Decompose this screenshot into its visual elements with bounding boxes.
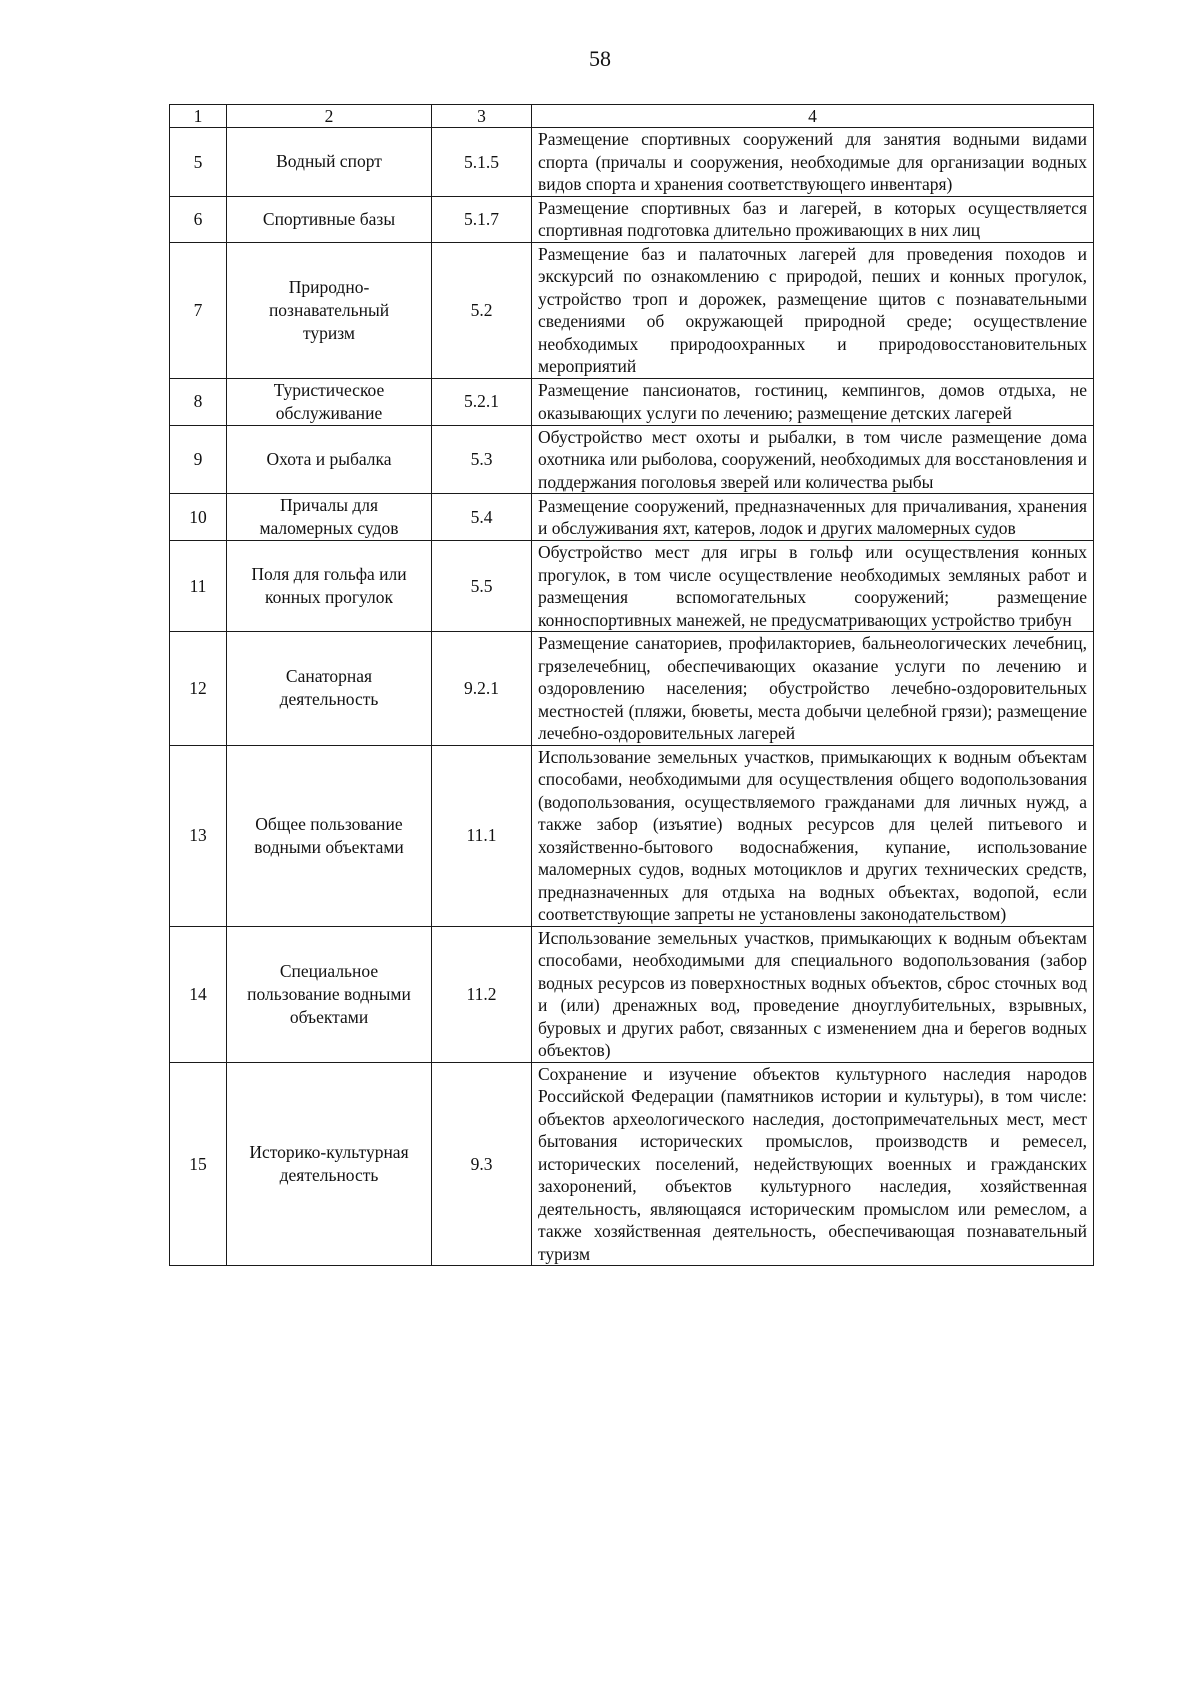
row-number: 13 xyxy=(170,745,227,926)
row-description: Использование земельных участков, примыкающих к водным объектам способами, необходимыми для осуществления общего водопользования (водопользования, осуществляемого гражданами для личных нужд, а также забор (изъятие) водных ресурсов для целей питьевого и хозяйственно-бытового водоснабжения, купание, использование маломерных судов, водных мотоциклов и других технических средств, предназначенных для отдыха на водных объектах, водопой, если соответствующие запреты не установлены законодательством) xyxy=(532,745,1094,926)
table-header xyxy=(170,105,1094,128)
table-row xyxy=(170,541,1094,632)
row-number: 7 xyxy=(170,242,227,378)
row-use-code: 5.2.1 xyxy=(432,378,532,425)
row-number: 15 xyxy=(170,1062,227,1266)
table-row xyxy=(170,1062,1094,1266)
row-description: Использование земельных участков, примыкающих к водным объектам способами, необходимыми для специального водопользования (забор водных ресурсов из поверхностных водных объектов, сброс сточных вод и (или) дренажных вод, проведение дноуглубительных, взрывных, буровых и других работ, связанных с изменением дна и берегов водных объектов) xyxy=(532,926,1094,1062)
row-number: 12 xyxy=(170,632,227,746)
row-use-code: 11.1 xyxy=(432,745,532,926)
row-use-name: Спортивные базы xyxy=(227,196,432,242)
table-row xyxy=(170,632,1094,746)
row-use-code: 5.3 xyxy=(432,425,532,494)
row-use-name: Санаторная деятельность xyxy=(227,632,432,746)
row-description: Сохранение и изучение объектов культурного наследия народов Российской Федерации (памятников истории и культуры), в том числе: объектов археологического наследия, достопримечательных мест, мест бытования исторических промыслов, производств и ремесел, исторических поселений, недействующих военных и гражданских захоронений, объектов культурного наследия, хозяйственная деятельность, являющаяся историческим промыслом или ремеслом, а также хозяйственная деятельность, обеспечивающая познавательный туризм xyxy=(532,1062,1094,1266)
row-use-name: Историко-культурная деятельность xyxy=(227,1062,432,1266)
row-number: 10 xyxy=(170,494,227,541)
table-row xyxy=(170,745,1094,926)
table-row xyxy=(170,926,1094,1062)
table-header-row xyxy=(170,105,1094,128)
table-row xyxy=(170,378,1094,425)
row-use-name: Общее пользование водными объектами xyxy=(227,745,432,926)
row-description: Обустройство мест охоты и рыбалки, в том числе размещение дома охотника или рыболова, сооружений, необходимых для восстановления и поддержания поголовья зверей или количества рыбы xyxy=(532,425,1094,494)
row-use-name: Поля для гольфа или конных прогулок xyxy=(227,541,432,632)
row-use-name: Охота и рыбалка xyxy=(227,425,432,494)
row-use-code: 5.2 xyxy=(432,242,532,378)
header-col-2: 2 xyxy=(227,105,432,128)
page-number: 58 xyxy=(589,46,611,71)
header-col-4: 4 xyxy=(532,105,1094,128)
row-number: 14 xyxy=(170,926,227,1062)
table-row xyxy=(170,196,1094,242)
row-description: Размещение сооружений, предназначенных для причаливания, хранения и обслуживания яхт, катеров, лодок и других маломерных судов xyxy=(532,494,1094,541)
row-use-code: 5.1.5 xyxy=(432,128,532,197)
row-use-code: 5.1.7 xyxy=(432,196,532,242)
row-description: Размещение санаториев, профилакториев, бальнеологических лечебниц, грязелечебниц, обеспечивающих оказание услуги по лечению и оздоровлению населения; обустройство лечебно-оздоровительных местностей (пляжи, бюветы, места добычи целебной грязи); размещение лечебно-оздоровительных лагерей xyxy=(532,632,1094,746)
table-row xyxy=(170,494,1094,541)
row-number: 9 xyxy=(170,425,227,494)
row-description: Размещение спортивных баз и лагерей, в которых осуществляется спортивная подготовка длительно проживающих в них лиц xyxy=(532,196,1094,242)
row-number: 11 xyxy=(170,541,227,632)
header-col-3: 3 xyxy=(432,105,532,128)
row-description: Размещение пансионатов, гостиниц, кемпингов, домов отдыха, не оказывающих услуги по лечению; размещение детских лагерей xyxy=(532,378,1094,425)
row-use-name: Причалы для маломерных судов xyxy=(227,494,432,541)
table-row xyxy=(170,425,1094,494)
table-row xyxy=(170,242,1094,378)
table-row xyxy=(170,128,1094,197)
row-use-code: 9.3 xyxy=(432,1062,532,1266)
row-use-name: Туристическое обслуживание xyxy=(227,378,432,425)
row-description: Размещение спортивных сооружений для занятия водными видами спорта (причалы и сооружения, необходимые для организации водных видов спорта и хранения соответствующего инвентаря) xyxy=(532,128,1094,197)
row-use-code: 5.5 xyxy=(432,541,532,632)
row-number: 5 xyxy=(170,128,227,197)
row-use-name: Водный спорт xyxy=(227,128,432,197)
header-col-1: 1 xyxy=(170,105,227,128)
row-use-code: 5.4 xyxy=(432,494,532,541)
row-use-code: 11.2 xyxy=(432,926,532,1062)
row-use-name: Специальное пользование водными объектами xyxy=(227,926,432,1062)
row-use-name: Природно-познавательный туризм xyxy=(227,242,432,378)
row-number: 8 xyxy=(170,378,227,425)
land-use-table xyxy=(169,104,1094,1266)
row-description: Размещение баз и палаточных лагерей для проведения походов и экскурсий по ознакомлению с природой, пеших и конных прогулок, устройство троп и дорожек, размещение щитов с познавательными сведениями об окружающей природной среде; осуществление необходимых природоохранных и природовосстановительных мероприятий xyxy=(532,242,1094,378)
row-use-code: 9.2.1 xyxy=(432,632,532,746)
table-body xyxy=(170,128,1094,1266)
row-number: 6 xyxy=(170,196,227,242)
row-description: Обустройство мест для игры в гольф или осуществления конных прогулок, в том числе осуществление необходимых земляных работ и размещения вспомогательных сооружений; размещение конноспортивных манежей, не предусматривающих устройство трибун xyxy=(532,541,1094,632)
